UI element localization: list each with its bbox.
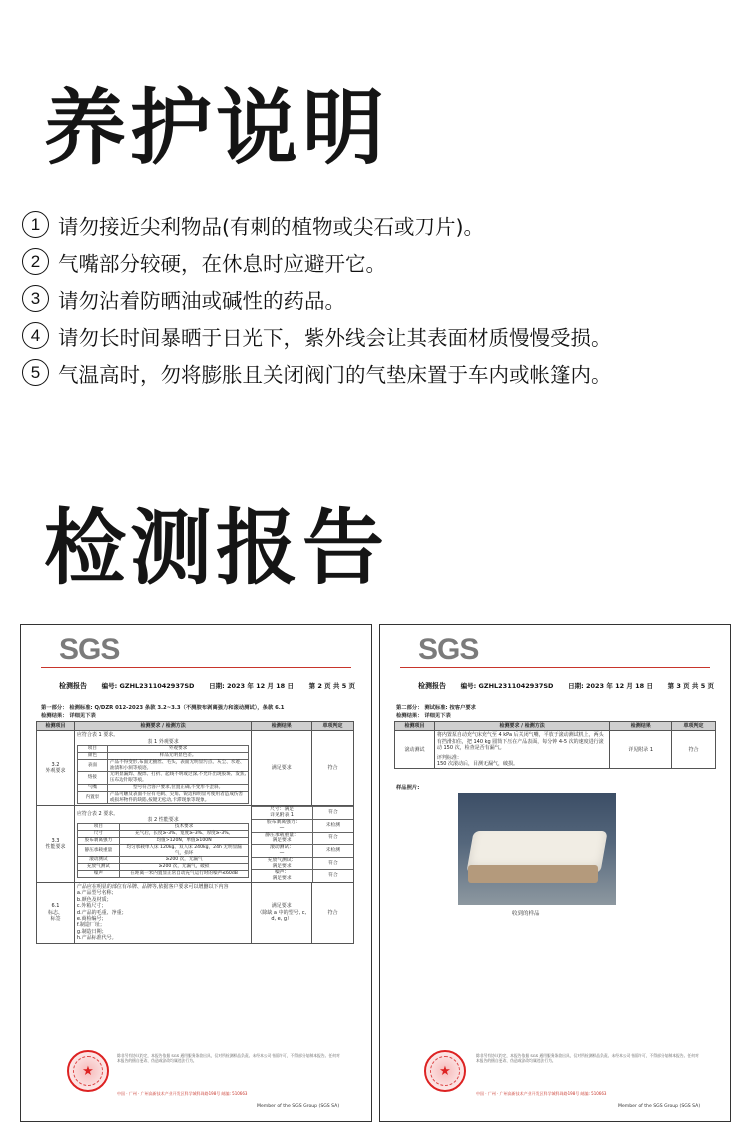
inner-cell: 颜色	[77, 753, 107, 760]
sgs-member-line: Member of the SGS Group (SGS SA)	[257, 1104, 340, 1109]
col-result: 检测结果	[252, 722, 312, 731]
inner-row	[77, 785, 248, 792]
inner-row	[77, 837, 248, 844]
care-item	[22, 354, 742, 391]
requirement-text: 将内置泵自动充气床充气至 4 kPa 后关闭气嘴，平放于滚动测试机上，两头有挡滑扣住，把 140 kg 圆筒下压在产品表面，每分钟 4-5 次的速度进行滚动 150 次，检查是否有漏气。	[436, 732, 604, 752]
col-item: 检测项目	[395, 722, 435, 731]
sub-verdict: 符合	[312, 807, 353, 820]
footer-fine-print: 除非另有协议约定，本报告依据 SGS 通用服务条款出具，仅对所检测样品负责。未经本公司书面许可，不得部分复制本报告。任何对本报告的擅自更改、伪造或涂改均属违法行为。	[476, 1053, 699, 1063]
inner-row	[77, 844, 248, 857]
result-cell: 满足要求	[252, 731, 312, 806]
result-table	[394, 721, 716, 769]
sub-verdict: 符合	[312, 857, 353, 870]
inner-cell: 充气后，长度≥-3%、宽度≥-3%、厚度≥-3%。	[119, 831, 248, 838]
inner-cell: 产品不得变形,布面无抽丝、毛头，表面无明显污点、灰尘、水迹、油渍和小洞等痕迹。	[107, 759, 248, 772]
sub-result-row	[252, 845, 353, 858]
item-cell: 3.2 外观要求	[37, 731, 75, 806]
number-circle: 1	[22, 211, 49, 238]
care-item	[22, 280, 742, 317]
care-item-text: 请勿长时间暴晒于日光下，紫外线会让其表面材质慢慢受损。	[58, 325, 612, 350]
inner-row	[77, 759, 248, 772]
report-date: 日期: 2023 年 12 月 18 日	[209, 682, 294, 690]
table-header-row	[395, 722, 716, 731]
requirement-cell	[74, 731, 251, 806]
official-seal	[67, 1050, 109, 1092]
report-number: 编号: GZHL2311042937SD	[460, 682, 554, 690]
number-circle: 4	[22, 322, 49, 349]
sample-photo	[458, 793, 616, 905]
sub-results	[252, 806, 353, 882]
header-rule	[400, 667, 710, 668]
sgs-logo: SGS	[418, 633, 479, 666]
col-result: 检测结果	[610, 722, 672, 731]
page-number: 第 3 页 共 5 页	[667, 682, 714, 690]
report-date: 日期: 2023 年 12 月 18 日	[568, 682, 653, 690]
inner-cell: 产品可触及表面不应有毛刺、尖角、锐边和明显可使用者造成伤害或损坏物件的缺陷,按键无松动,卡滞现象等现象。	[107, 791, 248, 804]
inner-cell: 外观要求	[107, 746, 248, 753]
inner-cell: 表面	[77, 759, 107, 772]
inner-cell: 内置泵	[77, 791, 107, 804]
section-result-note: 检测结果： 详细见下表	[41, 713, 96, 719]
doc-header-title: 检测报告	[418, 682, 446, 690]
care-item	[22, 206, 742, 243]
number-circle: 3	[22, 285, 49, 312]
requirement-cell: 产品应在明显的部位有吊牌、品牌等,依据客户要求可以增删以下内容 a.产品型号名称； b.颜色及材质； c.外箱尺寸； d.产品的毛重、净重； e.商检编号； f.制造厂址； g.制造日期； h.产品标准代号。	[74, 882, 251, 943]
inner-cell: 无明显漏焊、脱焊、打折、起线不明或过深,不允许出现胶斑、发焦,压布边针眼等痕。	[107, 772, 248, 785]
table-header-row	[37, 722, 354, 731]
care-item	[22, 317, 742, 354]
inner-row	[77, 791, 248, 804]
item-cell: 滚动测试	[395, 731, 435, 769]
care-item-text: 气嘴部分较硬，在休息时应避开它。	[58, 251, 386, 276]
sgs-logo: SGS	[59, 633, 120, 666]
inner-cell: 项目	[77, 824, 119, 831]
inner-cell: 滚动测试	[77, 857, 119, 864]
inner-cell: 充放气测试	[77, 864, 119, 871]
inner-cell: 尺寸	[77, 831, 119, 838]
inner-cell: 技术要求	[119, 824, 248, 831]
report-page-2	[20, 624, 372, 1122]
inner-table-title: 表 2 性能要求	[147, 816, 179, 823]
inner-cell: ≥200 次，无漏气，破损	[119, 864, 248, 871]
col-verdict: 单项判定	[672, 722, 716, 731]
number-circle: 5	[22, 359, 49, 386]
performance-table	[77, 823, 249, 877]
care-item	[22, 243, 742, 280]
doc-header	[59, 681, 355, 691]
sub-result: 静压承载重量： 满足要求	[252, 832, 312, 845]
inner-cell: 样品无明显色差。	[107, 753, 248, 760]
verdict-cell: 符合	[312, 882, 354, 943]
sub-result-row	[252, 819, 353, 832]
inner-table-title: 表 1 外观要求	[147, 738, 179, 745]
doc-header	[418, 681, 714, 691]
section-standard: 第一部分： 检测标准: Q/DZR 012-2023 条款 3.2~3.3（不测胶布剥离强力和滚动测试），条款 6.1	[41, 705, 285, 711]
inner-cell: 均值>120N，单值≥100N	[119, 837, 248, 844]
inner-cell: 均匀承载单人床 120kg、双人床 240kg，24h 无明显漏气，损坏	[119, 844, 248, 857]
requirement-intro: 应符合表 1 要求。	[76, 732, 119, 739]
sub-verdict: 未检测	[312, 819, 353, 832]
col-requirement: 检测要求 / 检测方法	[74, 722, 251, 731]
verdict-cell: 符合	[312, 731, 354, 806]
sub-verdict: 符合	[312, 870, 353, 882]
footer-address: 中国 · 广州 · 广州高新技术产业开发区科学城科珠路198号 邮编: 510663	[476, 1091, 607, 1096]
item-cell: 3.3 性能要求	[37, 806, 75, 883]
inner-cell: 静压承载重量	[77, 844, 119, 857]
requirement-cell	[434, 731, 609, 769]
doc-header-title: 检测报告	[59, 682, 87, 690]
section-standard: 第二部分： 测试标准: 按客户要求	[396, 705, 476, 711]
sub-result-row	[252, 832, 353, 845]
sub-result: 充放气测试： 满足要求	[252, 857, 312, 870]
rating-label: 评判标准：	[436, 754, 462, 761]
table-row	[37, 806, 354, 883]
rating-text: 150 次滚动后，目测无漏气，破损。	[436, 761, 519, 768]
inner-cell: 胶布剥离强力	[77, 837, 119, 844]
col-verdict: 单项判定	[312, 722, 354, 731]
sub-result: 滚动测试： —	[252, 845, 312, 858]
inner-row	[77, 753, 248, 760]
care-title: 养护说明	[44, 81, 389, 176]
inner-row	[77, 864, 248, 871]
inner-cell: ≥200 次，无漏气	[119, 857, 248, 864]
inner-row	[77, 831, 248, 838]
inner-row	[77, 870, 248, 877]
appearance-table	[77, 745, 249, 804]
inner-row	[77, 824, 248, 831]
sub-result: 胶布剥离强力: —	[252, 819, 312, 832]
inner-cell: 项目	[77, 746, 107, 753]
table-row	[37, 731, 354, 806]
inner-cell: 在距离一米内置显正常自动充气运行时的噪声≤60dB	[119, 870, 248, 877]
star-icon: ★	[439, 1063, 451, 1079]
seal-ring	[430, 1056, 460, 1086]
requirement-cell	[74, 806, 251, 883]
result-group-cell	[252, 806, 354, 883]
header-rule	[41, 667, 351, 668]
sub-verdict: 符合	[312, 832, 353, 845]
report-number: 编号: GZHL2311042937SD	[101, 682, 195, 690]
sub-result: 尺寸：满足 详见附表 1	[252, 807, 312, 820]
item-cell: 6.1 标志、 标签	[37, 882, 75, 943]
result-cell: 详见附录 1	[610, 731, 672, 769]
inner-cell: 气嘴	[77, 785, 107, 792]
table-row	[395, 731, 716, 769]
col-item: 检测项目	[37, 722, 75, 731]
care-list	[22, 206, 742, 391]
star-icon: ★	[82, 1063, 94, 1079]
sub-result-row	[252, 857, 353, 870]
official-seal	[424, 1050, 466, 1092]
number-circle: 2	[22, 248, 49, 275]
sub-result-row	[252, 870, 353, 882]
report-page-3	[379, 624, 731, 1122]
col-requirement: 检测要求 / 检测方法	[434, 722, 609, 731]
photo-label: 样品照片:	[396, 785, 420, 791]
sub-verdict: 未检测	[312, 845, 353, 858]
sub-result-row	[252, 807, 353, 820]
verdict-cell: 符合	[672, 731, 716, 769]
inner-cell: 熔接	[77, 772, 107, 785]
inner-row	[77, 857, 248, 864]
photo-caption: 收到的样品	[512, 911, 540, 917]
result-table	[36, 721, 354, 944]
inner-cell: 噪声	[77, 870, 119, 877]
sub-result: 噪声： 满足要求	[252, 870, 312, 882]
report-title: 检测报告	[44, 501, 389, 596]
sgs-member-line: Member of the SGS Group (SGS SA)	[618, 1104, 701, 1109]
requirement-intro: 应符合表 2 要求。	[76, 810, 119, 817]
inner-cell: 型号符合客户要求,位置正确,不变形不歪斜。	[107, 785, 248, 792]
footer-fine-print: 除非另有协议约定，本报告依据 SGS 通用服务条款出具，仅对所检测样品负责。未经本公司书面许可，不得部分复制本报告。任何对本报告的擅自更改、伪造或涂改均属违法行为。	[117, 1053, 340, 1063]
result-cell: 满足要求 （除缺 a 中的型号, c, d, e, g）	[252, 882, 312, 943]
page-number: 第 2 页 共 5 页	[308, 682, 355, 690]
table-row	[37, 882, 354, 943]
care-item-text: 气温高时，勿将膨胀且关闭阀门的气垫床置于车内或帐篷内。	[58, 362, 612, 387]
footer-address: 中国 · 广州 · 广州高新技术产业开发区科学城科珠路198号 邮编: 510663	[117, 1091, 248, 1096]
care-item-text: 请勿沾着防晒油或碱性的药品。	[58, 288, 345, 313]
inner-row	[77, 772, 248, 785]
seal-ring	[73, 1056, 103, 1086]
care-item-text: 请勿接近尖利物品(有刺的植物或尖石或刀片)。	[58, 214, 484, 239]
section-result-note: 检测结果： 详细见下表	[396, 713, 451, 719]
inner-row	[77, 746, 248, 753]
air-mattress-side	[468, 865, 598, 883]
